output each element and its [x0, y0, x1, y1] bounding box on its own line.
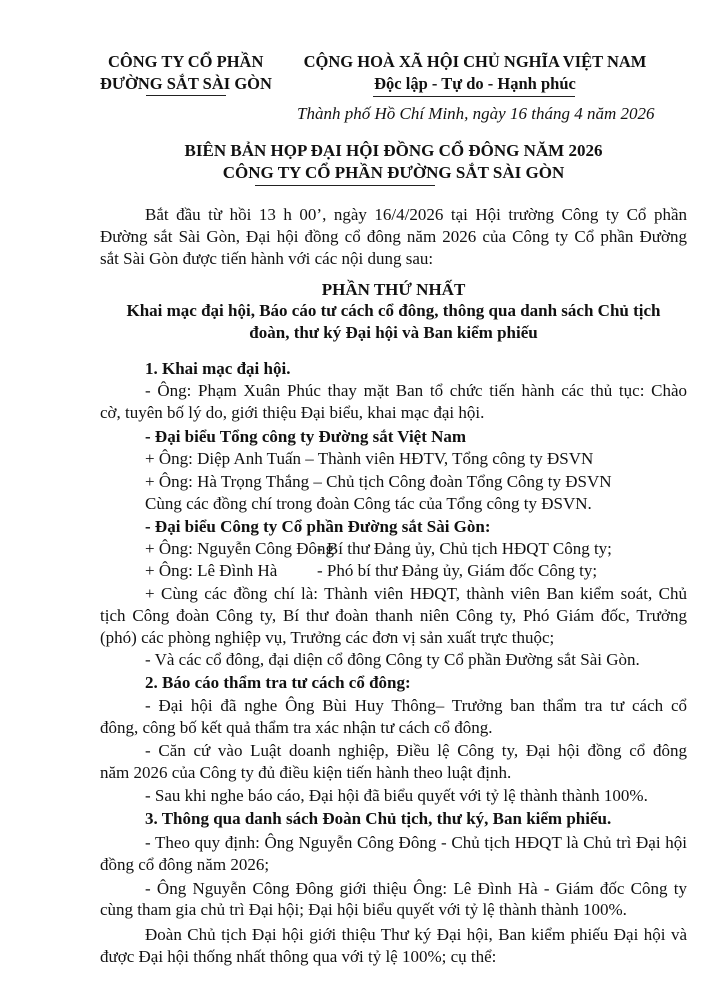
section-heading: 3. Thông qua danh sách Đoàn Chủ tịch, thư ký, Ban kiểm phiếu.: [145, 809, 612, 828]
national-motto: Độc lập - Tự do - Hạnh phúc: [374, 74, 576, 93]
paragraph-line: cờ, tuyên bố lý do, giới thiệu Đại biểu, khai mạc đại hội.: [100, 403, 485, 422]
paragraph-line: năm 2026 của Công ty đủ điều kiện tiến hành theo luật định.: [100, 763, 512, 782]
paragraph-line: - Đại hội đã nghe Ông Bùi Huy Thông– Trưởng ban thẩm tra tư cách cổ: [145, 696, 687, 715]
paragraph-line: cùng tham gia chủ trì Đại hội; Đại hội biểu quyết với tỷ lệ thành thành 100%.: [100, 900, 627, 919]
paragraph-line: - Căn cứ vào Luật doanh nghiệp, Điều lệ Công ty, Đại hội đồng cổ đông: [145, 741, 687, 760]
delegate-name: + Ông: Lê Đình Hà: [145, 561, 278, 580]
document-subtitle: CÔNG TY CỔ PHẦN ĐƯỜNG SẮT SÀI GÒN: [222, 163, 565, 182]
delegate-item: + Ông: Hà Trọng Thắng – Chủ tịch Công đoàn Tổng Công ty ĐSVN: [145, 472, 612, 491]
part-heading: PHẦN THỨ NHẤT: [321, 280, 466, 299]
paragraph-line: (phó) các phòng nghiệp vụ, Trưởng các đơn vị sản xuất trực thuộc;: [100, 628, 555, 647]
paragraph-line: - Theo quy định: Ông Nguyễn Công Đông - Chủ tịch HĐQT là Chủ trì Đại hội: [145, 833, 687, 852]
paragraph-line: tịch Công đoàn Công ty, Bí thư đoàn thanh niên Công ty, Phó Giám đốc, Trưởng: [100, 606, 687, 625]
paragraph-line: + Cùng các đồng chí là: Thành viên HĐQT, thành viên Ban kiểm soát, Chủ: [145, 584, 687, 603]
delegate-role: - Phó bí thư Đảng ủy, Giám đốc Công ty;: [317, 561, 598, 580]
delegate-name: + Ông: Nguyễn Công Đông: [145, 539, 335, 558]
section-heading: 1. Khai mạc đại hội.: [145, 359, 291, 378]
paragraph-line: đồng cổ đông năm 2026;: [100, 855, 270, 874]
part-subtitle: đoàn, thư ký Đại hội và Ban kiểm phiếu: [249, 323, 538, 342]
delegate-item: [145, 560, 597, 582]
delegate-item: + Ông: Diệp Anh Tuấn – Thành viên HĐTV, Tổng công ty ĐSVN: [145, 449, 594, 468]
part-subtitle: Khai mạc đại hội, Báo cáo tư cách cổ đông, thông qua danh sách Chủ tịch: [126, 301, 661, 320]
section-heading: 2. Báo cáo thẩm tra tư cách cổ đông:: [145, 673, 411, 692]
delegate-group-heading: - Đại biểu Tổng công ty Đường sắt Việt Nam: [145, 427, 467, 446]
company-underline: [146, 95, 226, 96]
delegate-role: - Bí thư Đảng ủy, Chủ tịch HĐQT Công ty;: [317, 539, 612, 558]
motto-underline: [373, 96, 575, 97]
company-name-line2: ĐƯỜNG SẮT SÀI GÒN: [100, 74, 272, 93]
delegate-item: [145, 538, 612, 560]
place-date: Thành phố Hồ Chí Minh, ngày 16 tháng 4 năm 2026: [297, 104, 655, 123]
title-underline: [255, 185, 435, 186]
intro-line: Bắt đầu từ hồi 13 h 00’, ngày 16/4/2026 tại Hội trường Công ty Cổ phần: [145, 205, 687, 224]
document-title: BIÊN BẢN HỌP ĐẠI HỘI ĐỒNG CỔ ĐÔNG NĂM 2026: [184, 141, 603, 160]
paragraph-line: - Ông: Phạm Xuân Phúc thay mặt Ban tổ chức tiến hành các thủ tục: Chào: [145, 381, 687, 400]
paragraph-line: - Ông Nguyễn Công Đông giới thiệu Ông: Lê Đình Hà - Giám đốc Công ty: [145, 879, 687, 898]
paragraph-line: Đoàn Chủ tịch Đại hội giới thiệu Thư ký Đại hội, Ban kiểm phiếu Đại hội và: [145, 925, 687, 944]
paragraph-line: - Và các cổ đông, đại diện cổ đông Công ty Cổ phần Đường sắt Sài Gòn.: [145, 650, 640, 669]
intro-line: Đường sắt Sài Gòn, Đại hội đồng cổ đông năm 2026 của Công ty Cổ phần Đường: [100, 227, 687, 246]
delegate-group-heading: - Đại biểu Công ty Cổ phần Đường sắt Sài Gòn:: [145, 517, 491, 536]
paragraph-line: được Đại hội thống nhất thông qua với tỷ lệ 100%; cụ thể:: [100, 947, 497, 966]
paragraph-line: đông, công bố kết quả thẩm tra xác nhận tư cách cổ đông.: [100, 718, 493, 737]
company-name-line1: CÔNG TY CỔ PHẦN: [108, 52, 264, 71]
intro-line: sắt Sài Gòn được tiến hành với các nội dung sau:: [100, 249, 434, 268]
nation-name: CỘNG HOÀ XÃ HỘI CHỦ NGHĨA VIỆT NAM: [303, 52, 647, 71]
delegate-item: Cùng các đồng chí trong đoàn Công tác của Tổng công ty ĐSVN.: [145, 494, 592, 513]
paragraph-line: - Sau khi nghe báo cáo, Đại hội đã biểu quyết với tỷ lệ thành thành 100%.: [145, 786, 648, 805]
